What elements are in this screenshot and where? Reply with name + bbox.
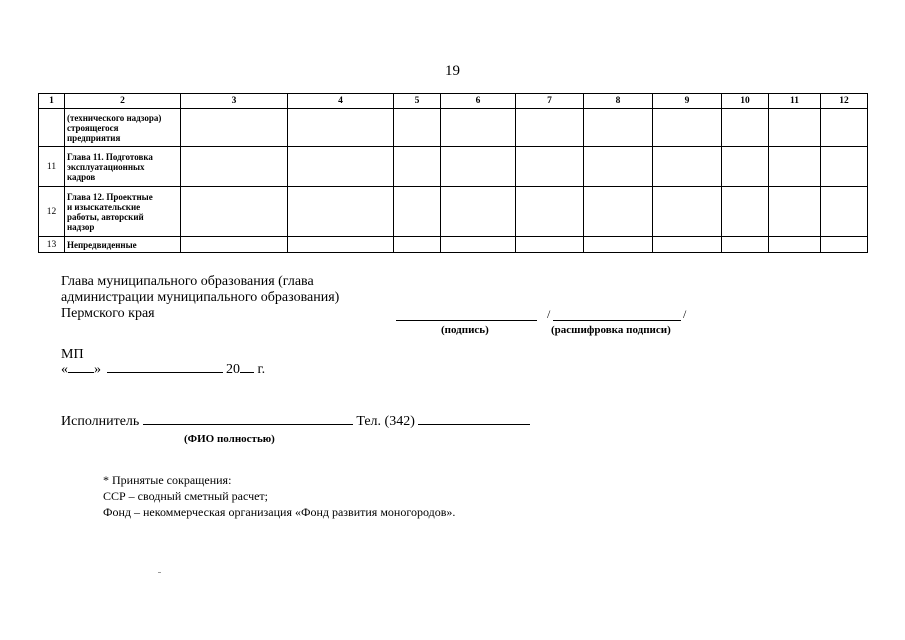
signature-line-3: Пермского края: [61, 306, 155, 321]
executor-name-field[interactable]: [143, 424, 353, 425]
table-cell[interactable]: [516, 237, 584, 253]
table-cell[interactable]: [394, 237, 441, 253]
column-header: 1: [39, 94, 65, 109]
table-cell[interactable]: [821, 109, 868, 147]
signature-block: [61, 274, 339, 322]
stamp-label: МП: [61, 347, 84, 362]
table-cell[interactable]: [394, 187, 441, 237]
column-header: 9: [653, 94, 722, 109]
year-suffix: г.: [257, 362, 266, 377]
table-cell[interactable]: [181, 187, 288, 237]
phone-field[interactable]: [418, 424, 530, 425]
cost-table: [38, 93, 868, 253]
date-row: [61, 362, 265, 378]
table-cell[interactable]: [394, 147, 441, 187]
table-cell[interactable]: [821, 147, 868, 187]
month-field[interactable]: [107, 372, 223, 373]
table-row: [39, 147, 868, 187]
table-cell[interactable]: [722, 187, 769, 237]
table-header-row: [39, 94, 868, 109]
slash-left: /: [547, 307, 551, 321]
row-number: 13: [39, 237, 65, 253]
row-name-line: работы, авторский: [67, 211, 144, 222]
year-field[interactable]: [240, 372, 254, 373]
table-cell[interactable]: [441, 109, 516, 147]
table-cell[interactable]: [769, 237, 821, 253]
table-cell[interactable]: [441, 237, 516, 253]
date-close-quote: »: [94, 362, 101, 377]
table-cell[interactable]: [769, 187, 821, 237]
day-field[interactable]: [68, 372, 94, 373]
row-name: [65, 109, 181, 147]
row-name-line: предприятия: [67, 132, 121, 143]
table-cell[interactable]: [584, 147, 653, 187]
table-cell[interactable]: [394, 109, 441, 147]
table-cell[interactable]: [653, 237, 722, 253]
table-cell[interactable]: [653, 109, 722, 147]
row-name-line: (технического надзора): [67, 112, 162, 123]
year-prefix: 20: [226, 362, 240, 377]
slash-right: /: [683, 307, 687, 321]
column-header: 8: [584, 94, 653, 109]
column-header: 7: [516, 94, 584, 109]
column-header: 12: [821, 94, 868, 109]
row-name-line: надзор: [67, 221, 95, 232]
table-cell[interactable]: [516, 147, 584, 187]
row-name: [65, 147, 181, 187]
row-number: [39, 109, 65, 147]
row-name-line: строящегося: [67, 122, 119, 133]
table-row: [39, 237, 868, 253]
fio-caption: (ФИО полностью): [184, 433, 275, 445]
table-cell[interactable]: [722, 147, 769, 187]
table-cell[interactable]: [584, 237, 653, 253]
table-cell[interactable]: [288, 147, 394, 187]
table-cell[interactable]: [821, 237, 868, 253]
table-cell[interactable]: [722, 109, 769, 147]
row-number: 12: [39, 187, 65, 237]
row-name-line: Глава 11. Подготовка: [67, 151, 153, 162]
row-name: [65, 237, 181, 253]
row-name-line: кадров: [67, 171, 96, 182]
table-cell[interactable]: [584, 109, 653, 147]
table-cell[interactable]: [722, 237, 769, 253]
table-row: [39, 187, 868, 237]
table-body: [39, 94, 868, 253]
row-name-line: Глава 12. Проектные: [67, 191, 153, 202]
row-name-line: Непредвиденные: [67, 239, 137, 250]
notes-block: [103, 472, 455, 520]
table-row: [39, 109, 868, 147]
executor-label: Исполнитель: [61, 414, 140, 429]
column-header: 5: [394, 94, 441, 109]
column-header: 6: [441, 94, 516, 109]
phone-label: Тел. (342): [356, 414, 415, 429]
signature-line-1: Глава муниципального образования (глава: [61, 274, 314, 289]
row-name-line: эксплуатационных: [67, 161, 145, 172]
table-cell[interactable]: [769, 147, 821, 187]
table-cell[interactable]: [653, 187, 722, 237]
column-header: 3: [181, 94, 288, 109]
scan-speck: [158, 572, 161, 573]
notes-title: * Принятые сокращения:: [103, 473, 232, 487]
row-name: [65, 187, 181, 237]
table-cell[interactable]: [181, 237, 288, 253]
note-item: Фонд – некоммерческая организация «Фонд развития моногородов».: [103, 505, 456, 519]
table-cell[interactable]: [516, 187, 584, 237]
page-number: 19: [445, 63, 460, 79]
table-cell[interactable]: [181, 147, 288, 187]
table-cell[interactable]: [769, 109, 821, 147]
column-header: 11: [769, 94, 821, 109]
column-header: 2: [65, 94, 181, 109]
row-name-line: и изыскательские: [67, 201, 141, 212]
sign-underline[interactable]: [396, 320, 537, 321]
table-cell[interactable]: [288, 109, 394, 147]
signature-line-2: администрации муниципального образования): [61, 290, 340, 305]
row-number: 11: [39, 147, 65, 187]
decode-caption: (расшифровка подписи): [551, 324, 671, 336]
column-header: 4: [288, 94, 394, 109]
table-cell[interactable]: [584, 187, 653, 237]
decode-underline[interactable]: [553, 320, 681, 321]
table-cell[interactable]: [441, 187, 516, 237]
column-header: 10: [722, 94, 769, 109]
note-item: ССР – сводный сметный расчет;: [103, 489, 269, 503]
table-cell[interactable]: [288, 237, 394, 253]
sign-caption: (подпись): [441, 324, 489, 336]
date-open-quote: «: [61, 362, 68, 377]
table-cell[interactable]: [653, 147, 722, 187]
table-cell[interactable]: [288, 187, 394, 237]
table-cell[interactable]: [181, 109, 288, 147]
table-cell[interactable]: [516, 109, 584, 147]
table-cell[interactable]: [821, 187, 868, 237]
executor-row: [61, 414, 530, 430]
table-cell[interactable]: [441, 147, 516, 187]
